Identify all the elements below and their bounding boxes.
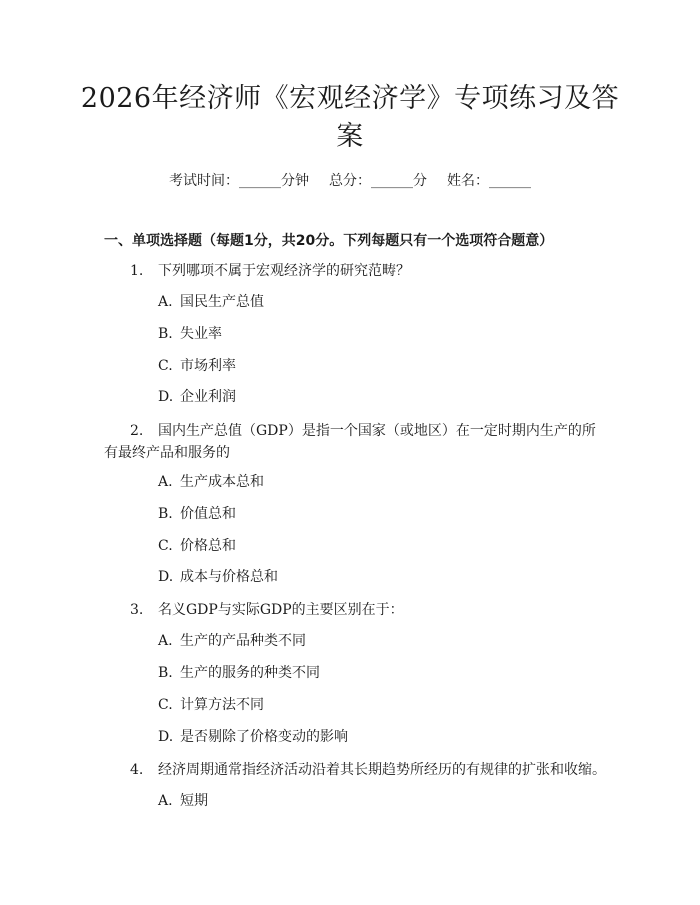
option-4a [158,791,208,811]
question-number: 4. [130,762,144,778]
option-text: 价格总和 [180,538,236,554]
option-letter: A. [158,793,173,809]
question-3 [104,599,604,621]
option-text: 计算方法不同 [180,697,264,713]
option-text: 生产成本总和 [180,474,264,490]
option-text: 市场利率 [180,358,236,374]
option-text: 国民生产总值 [180,294,264,310]
option-text: 价值总和 [180,506,236,522]
option-letter: A. [158,474,173,490]
option-2d [158,567,278,587]
option-letter: B. [158,506,173,522]
option-3b [158,663,320,683]
option-2b [158,504,236,524]
option-text: 是否剔除了价格变动的影响 [180,729,348,745]
option-letter: C. [158,538,173,554]
student-name: 姓名：______ [447,173,531,189]
option-letter: C. [158,358,173,374]
question-number: 3. [130,602,144,618]
total-score: 总分：______分 [329,173,427,189]
option-2a [158,472,264,492]
exam-time: 考试时间：______分钟 [169,173,309,189]
question-number: 1. [130,263,144,279]
option-3a [158,631,306,651]
question-text: 名义GDP与实际GDP的主要区别在于： [158,602,404,618]
section-title: 一、单项选择题（每题1分，共20分。下列每题只有一个选项符合题意） [104,233,554,249]
option-letter: B. [158,665,173,681]
option-text: 企业利润 [180,389,236,405]
option-text: 生产的服务的种类不同 [180,665,320,681]
option-1c [158,356,236,376]
option-2c [158,536,236,556]
option-letter: A. [158,294,173,310]
option-text: 生产的产品种类不同 [180,633,306,649]
option-text: 短期 [180,793,208,809]
option-text: 成本与价格总和 [180,569,278,585]
option-letter: D. [158,389,174,405]
option-text: 失业率 [180,326,222,342]
option-3d [158,727,348,747]
option-letter: B. [158,326,173,342]
question-number: 2. [130,423,144,439]
question-text: 国内生产总值（GDP）是指一个国家（或地区）在一定时期内生产的所有最终产品和服务的 [104,423,596,461]
question-text: 经济周期通常指经济活动沿着其长期趋势所经历的有规律的扩张和收缩。 [158,762,606,778]
option-1d [158,387,236,407]
exam-meta [0,170,700,190]
option-letter: D. [158,569,174,585]
question-2 [104,420,604,464]
option-letter: A. [158,633,173,649]
option-1a [158,292,264,312]
question-text: 下列哪项不属于宏观经济学的研究范畴？ [158,263,410,279]
option-letter: C. [158,697,173,713]
option-letter: D. [158,729,174,745]
question-4 [104,759,624,781]
question-1 [104,260,604,282]
option-1b [158,324,222,344]
option-3c [158,695,264,715]
document-title: 2026年经济师《宏观经济学》专项练习及答案 [80,83,620,152]
